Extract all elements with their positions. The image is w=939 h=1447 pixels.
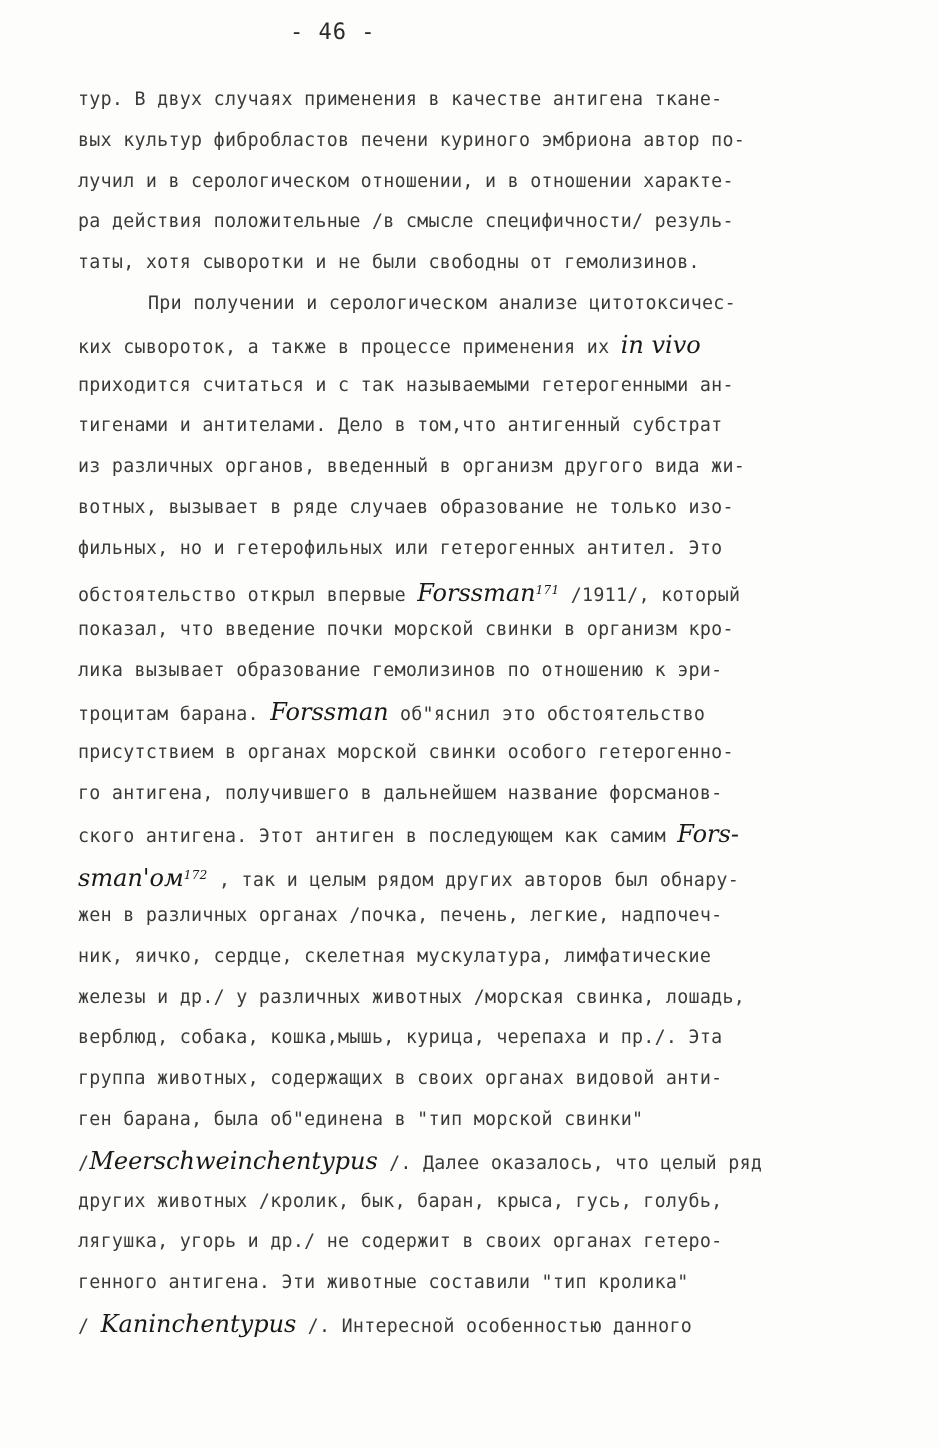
typed-text: /. Далее оказалось, что целый ряд — [377, 1152, 763, 1174]
handwritten-insert: sman'ом — [78, 864, 184, 893]
typed-text: жен в различных органах /почка, печень, легкие, надпочеч- — [78, 904, 723, 926]
handwritten-insert: Forssman — [270, 697, 389, 726]
text-line — [78, 978, 878, 1019]
typed-text: При получении и серологическом анализе цитотоксичес- — [148, 292, 736, 314]
typed-text: ского антигена. Этот антиген в последующем как самим — [78, 826, 678, 848]
typed-text: железы и др./ у различных животных /морская свинка, лошадь, — [78, 986, 746, 1008]
typed-text: других животных /кролик, бык, баран, крыса, гусь, голубь, — [78, 1190, 723, 1212]
text-line — [78, 896, 878, 937]
typed-text: вотных, вызывает в ряде случаев образование не только изо- — [78, 496, 734, 518]
reference-number: 172 — [183, 868, 208, 883]
typed-text: присутствием в органах морской свинки особого гетерогенно- — [78, 741, 734, 763]
text-line — [78, 243, 878, 284]
typed-text: вых культур фибробластов печени куриного эмбриона автор по- — [78, 129, 746, 151]
text-line — [78, 1100, 878, 1141]
typed-text: лучил и в серологическом отношении, и в отношении характе- — [78, 170, 734, 192]
text-line — [78, 570, 878, 611]
text-line — [78, 814, 878, 855]
typed-text: фильных, но и гетерофильных или гетерогенных антител. Это — [78, 537, 723, 559]
typed-text: генного антигена. Эти животные составили "тип кролика" — [78, 1272, 689, 1294]
typed-text: ких сывороток, а также в процессе применения их — [78, 336, 621, 358]
typed-text: группа животных, содержащих в своих органах видовой анти- — [78, 1068, 723, 1090]
text-line — [78, 202, 878, 243]
typed-text: верблюд, собака, кошка,мышь, курица, черепаха и пр./. Эта — [78, 1027, 723, 1049]
typed-text: троцитам барана. — [78, 703, 271, 725]
typed-text: /1911/, который — [559, 584, 741, 606]
text-line — [78, 325, 878, 366]
text-line — [78, 692, 878, 733]
text-line — [78, 406, 878, 447]
typed-text: лягушка, угорь и др./ не содержит в своих органах гетеро- — [78, 1231, 723, 1253]
typed-text: тур. В двух случаях применения в качестве антигена ткане- — [78, 89, 723, 110]
handwritten-insert: Fors- — [677, 820, 739, 849]
text-line — [78, 121, 878, 162]
text-line — [78, 488, 878, 529]
typed-text: показал, что введение почки морской свинки в организм кро- — [78, 619, 734, 641]
typed-text: обстоятельство открыл впервые — [78, 584, 418, 606]
handwritten-insert: in vivo — [620, 330, 701, 359]
text-line — [78, 162, 878, 203]
handwritten-insert: Kaninchentypus — [100, 1309, 297, 1338]
text-line — [78, 774, 878, 815]
text-line — [78, 733, 878, 774]
typed-text: го антигена, получившего в дальнейшем название форсманов- — [78, 782, 723, 804]
text-line — [78, 1263, 878, 1304]
body-text — [78, 80, 878, 1345]
text-line — [78, 937, 878, 978]
reference-number: 171 — [535, 582, 560, 597]
text-line — [78, 1304, 878, 1345]
text-line — [78, 1222, 878, 1263]
typed-text: ген барана, была об"единена в "тип морской свинки" — [78, 1108, 644, 1130]
page-number: - 46 - — [290, 20, 376, 45]
typed-text: лика вызывает образование гемолизинов по отношению к эри- — [78, 660, 723, 682]
typed-text: об"яснил это обстоятельство — [388, 703, 706, 725]
text-line — [78, 1182, 878, 1223]
text-line — [78, 855, 878, 896]
handwritten-insert: Forssman — [417, 578, 536, 607]
typed-text: приходится считаться и с так называемыми гетерогенными ан- — [78, 374, 734, 396]
typed-text: из различных органов, введенный в организм другого вида жи- — [78, 456, 746, 478]
typed-text: / — [78, 1315, 101, 1337]
text-line — [78, 1018, 878, 1059]
typed-text: таты, хотя сыворотки и не были свободны от гемолизинов. — [78, 252, 700, 274]
text-line — [78, 284, 878, 325]
typed-text: / — [78, 1152, 90, 1174]
typed-text: ра действия положительные /в смысле специфичности/ резуль- — [78, 211, 734, 233]
typed-text: ник, яичко, сердце, скелетная мускулатура, лимфатические — [78, 945, 712, 967]
text-line — [78, 651, 878, 692]
text-line — [78, 80, 878, 121]
typed-text: тигенами и антителами. Дело в том,что антигенный субстрат — [78, 415, 723, 437]
text-line — [78, 1059, 878, 1100]
typed-text: , так и целым рядом других авторов был обнару- — [207, 870, 740, 892]
text-line — [78, 366, 878, 407]
handwritten-insert: Meerschweinchentypus — [89, 1146, 378, 1175]
typed-text: /. Интересной особенностью данного — [296, 1315, 693, 1337]
text-line — [78, 529, 878, 570]
text-line — [78, 447, 878, 488]
text-line — [78, 610, 878, 651]
text-line — [78, 1141, 878, 1182]
